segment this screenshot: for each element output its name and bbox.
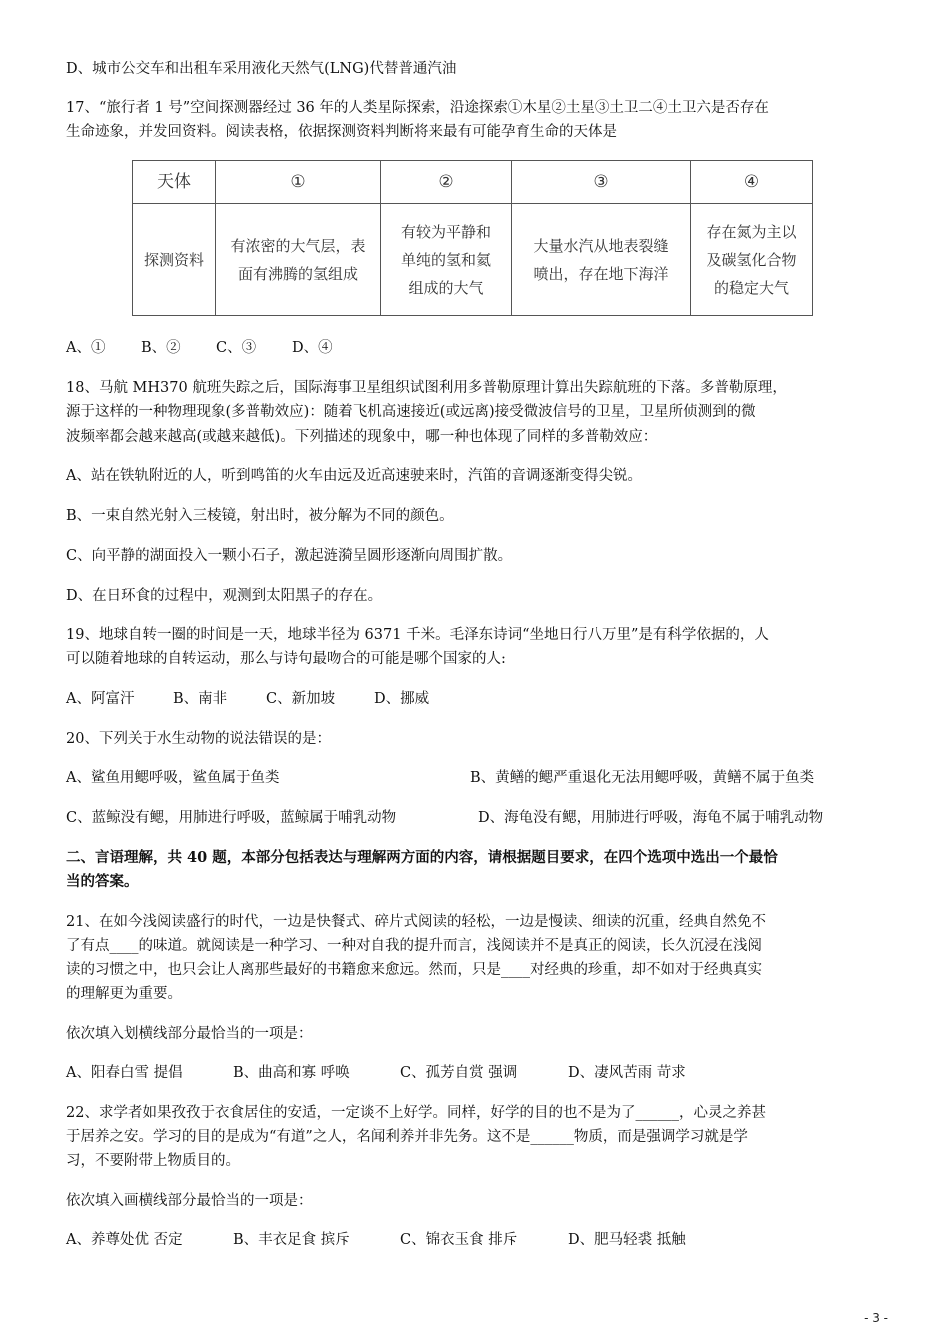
q22-options bbox=[66, 1230, 686, 1250]
q18-option-b: B、一束自然光射入三棱镜，射出时，被分解为不同的颜色。 bbox=[66, 508, 454, 524]
section-2-heading-line-2: 当的答案。 bbox=[66, 873, 139, 890]
q17-options bbox=[66, 338, 333, 358]
q21-option-d: D、凄风苦雨 苛求 bbox=[568, 1065, 686, 1081]
q21-prompt: 依次填入划横线部分最恰当的一项是： bbox=[66, 1026, 313, 1042]
cell-4-line-2: 及碳氢化合物 bbox=[706, 250, 797, 269]
q17-stem-line-2: 生命迹象，并发回资料。阅读表格，依据探测资料判断将来最有可能孕育生命的天体是 bbox=[66, 124, 617, 140]
section-2-heading-line-1: 二、言语理解，共 40 题，本部分包括表达与理解两方面的内容，请根据题目要求，在四个选项中选出一个最恰 bbox=[66, 849, 778, 866]
q21-stem-line-4: 的理解更为重要。 bbox=[66, 986, 182, 1002]
q22-option-c: C、锦衣玉食 排斥 bbox=[400, 1232, 518, 1248]
q21-stem-line-3: 读的习惯之中，也只会让人离那些最好的书籍愈来愈远。然而，只是____对经典的珍重，却不如对于经典真实 bbox=[66, 962, 762, 978]
q18-option-a: A、站在铁轨附近的人，听到鸣笛的火车由远及近高速驶来时，汽笛的音调逐渐变得尖锐。 bbox=[66, 468, 642, 484]
q17-probe-table bbox=[132, 160, 813, 316]
q21-option-c: C、孤芳自赏 强调 bbox=[400, 1065, 518, 1081]
table-cell-4 bbox=[691, 204, 813, 316]
q22-option-a: A、养尊处优 否定 bbox=[66, 1232, 183, 1248]
cell-1-line-2: 面有沸腾的氢组成 bbox=[237, 264, 358, 283]
q18-stem-line-1: 18、马航 MH370 航班失踪之后，国际海事卫星组织试图利用多普勒原理计算出失踪航班的下落。多普勒原理， bbox=[66, 380, 787, 396]
q20-option-a: A、鲨鱼用鳃呼吸，鲨鱼属于鱼类 bbox=[66, 770, 280, 786]
q18-stem-line-2: 源于这样的一种物理现象(多普勒效应)：随着飞机高速接近(或远离)接受微波信号的卫星，卫星所侦测到的微 bbox=[66, 404, 756, 420]
cell-2-line-3: 组成的大气 bbox=[408, 278, 484, 297]
q20-option-d: D、海龟没有鳃，用肺进行呼吸，海龟不属于哺乳动物 bbox=[478, 810, 824, 826]
q21-stem-line-1: 21、在如今浅阅读盛行的时代，一边是快餐式、碎片式阅读的轻松，一边是慢读、细读的沉重，经典自然免不 bbox=[66, 914, 766, 930]
q18-option-c: C、向平静的湖面投入一颗小石子，激起涟漪呈圆形逐渐向周围扩散。 bbox=[66, 548, 513, 564]
cell-3-line-2: 喷出，存在地下海洋 bbox=[533, 264, 669, 283]
page-number: - 3 - bbox=[864, 1311, 888, 1325]
q19-options bbox=[66, 689, 429, 709]
q20-stem: 20、下列关于水生动物的说法错误的是： bbox=[66, 731, 331, 747]
cell-2-line-1: 有较为平静和 bbox=[400, 222, 491, 241]
q18-stem-line-3: 波频率都会越来越高(或越来越低)。下列描述的现象中，哪一种也体现了同样的多普勒效应： bbox=[66, 429, 658, 445]
q19-option-b: B、南非 bbox=[173, 691, 228, 707]
q22-stem-line-2: 于居养之安。学习的目的是成为“有道”之人，名闻利养并非先务。这不是______物质，而是强调学习就是学 bbox=[66, 1129, 748, 1145]
q17-option-a: A、① bbox=[66, 340, 106, 356]
q21-stem-line-2: 了有点____的味道。就阅读是一种学习、一种对自我的提升而言，浅阅读并不是真正的阅读，长久沉浸在浅阅 bbox=[66, 938, 762, 954]
q19-option-a: A、阿富汗 bbox=[66, 691, 135, 707]
q19-option-c: C、新加坡 bbox=[266, 691, 336, 707]
table-header-row bbox=[133, 161, 813, 204]
q17-stem-line-1: 17、“旅行者 1 号”空间探测器经过 36 年的人类星际探索，沿途探索①木星②土星③土卫二④土卫六是否存在 bbox=[66, 100, 769, 116]
q17-option-c: C、③ bbox=[216, 340, 257, 356]
q21-option-b: B、曲高和寡 呼唤 bbox=[233, 1065, 350, 1081]
q22-stem-line-3: 习，不要附带上物质目的。 bbox=[66, 1153, 240, 1169]
q19-stem-line-1: 19、地球自转一圈的时间是一天，地球半径为 6371 千米。毛泽东诗词“坐地日行八万里”是有科学依据的，人 bbox=[66, 627, 769, 643]
q22-stem-line-1: 22、求学者如果孜孜于衣食居住的安适，一定谈不上好学。同样，好学的目的也不是为了______，心灵之养甚 bbox=[66, 1105, 766, 1121]
cell-2-line-2: 单纯的氢和氦 bbox=[400, 250, 491, 269]
q21-options bbox=[66, 1063, 686, 1083]
q17-option-d: D、④ bbox=[292, 340, 333, 356]
q19-stem-line-2: 可以随着地球的自转运动，那么与诗句最吻合的可能是哪个国家的人: bbox=[66, 651, 506, 667]
q21-option-a: A、阳春白雪 提倡 bbox=[66, 1065, 183, 1081]
cell-1-line-1: 有浓密的大气层，表 bbox=[230, 236, 366, 255]
cell-3-line-1: 大量水汽从地表裂缝 bbox=[533, 236, 669, 255]
table-col-2: ② bbox=[381, 161, 512, 204]
table-col-3: ③ bbox=[512, 161, 691, 204]
table-col-4: ④ bbox=[691, 161, 813, 204]
table-cell-1 bbox=[216, 204, 381, 316]
q22-prompt: 依次填入画横线部分最恰当的一项是： bbox=[66, 1193, 313, 1209]
table-col-1: ① bbox=[216, 161, 381, 204]
q19-option-d: D、挪威 bbox=[374, 691, 430, 707]
q22-option-d: D、肥马轻裘 抵触 bbox=[568, 1232, 686, 1248]
cell-4-line-3: 的稳定大气 bbox=[713, 278, 789, 297]
table-data-row bbox=[133, 204, 813, 316]
q18-option-d: D、在日环食的过程中，观测到太阳黑子的存在。 bbox=[66, 588, 383, 604]
q16-option-d: D、城市公交车和出租车采用液化天然气(LNG)代替普通汽油 bbox=[66, 61, 457, 77]
table-cell-3 bbox=[512, 204, 691, 316]
table-cell-2 bbox=[381, 204, 512, 316]
q17-option-b: B、② bbox=[141, 340, 181, 356]
table-header-label: 天体 bbox=[133, 161, 216, 204]
table-row-label: 探测资料 bbox=[133, 204, 216, 316]
q20-option-b: B、黄鳝的鳃严重退化无法用鳃呼吸，黄鳝不属于鱼类 bbox=[470, 770, 815, 786]
cell-4-line-1: 存在氮为主以 bbox=[706, 222, 797, 241]
q22-option-b: B、丰衣足食 摈斥 bbox=[233, 1232, 350, 1248]
q20-option-c: C、蓝鲸没有鳃，用肺进行呼吸，蓝鲸属于哺乳动物 bbox=[66, 810, 397, 826]
